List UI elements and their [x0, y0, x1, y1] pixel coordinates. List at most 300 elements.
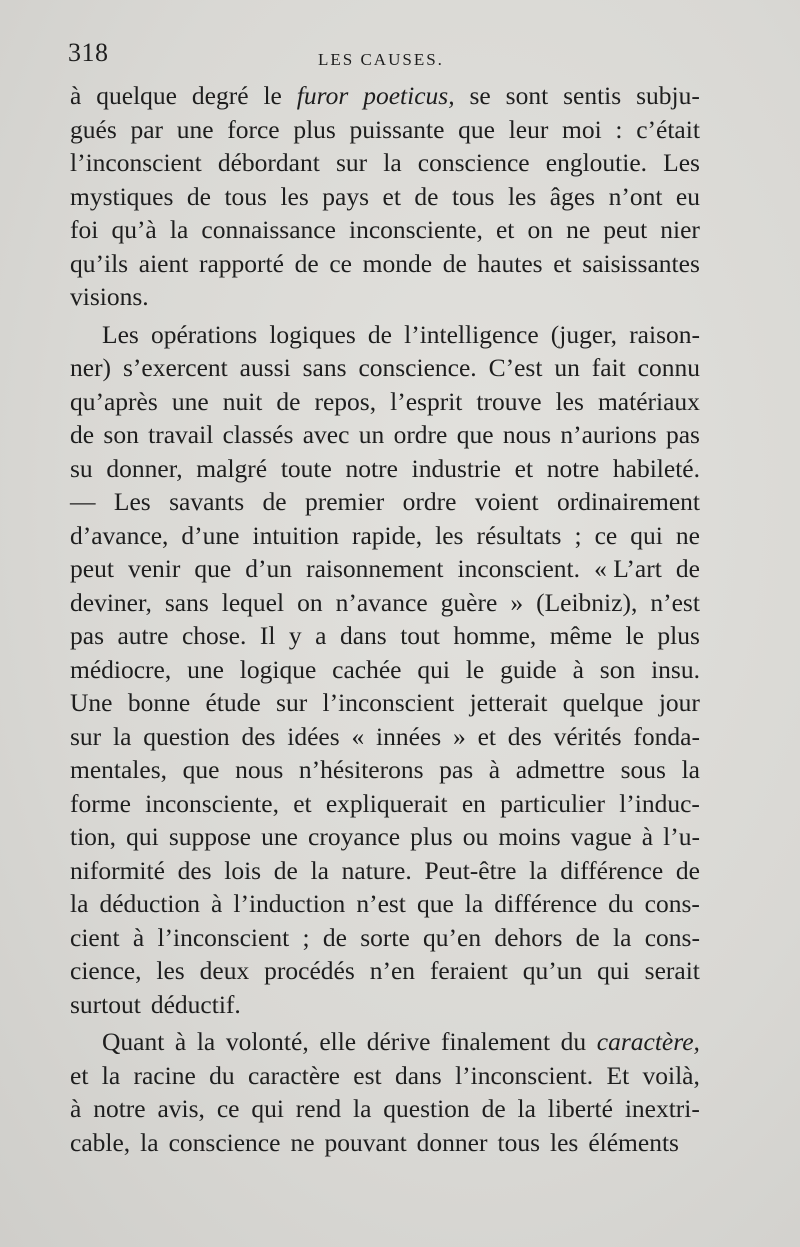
word: venir [127, 554, 181, 583]
word: qu’après [70, 386, 158, 416]
word: engloutie. [545, 148, 648, 177]
word: lequel [221, 587, 285, 617]
word: visions. [70, 282, 149, 311]
word: et [382, 181, 401, 211]
word: l’u- [663, 822, 700, 851]
word: la [613, 922, 632, 952]
word: dehors [494, 922, 563, 952]
word: pas [439, 755, 474, 784]
word: que [194, 554, 232, 583]
word: des [507, 721, 542, 751]
word: nous [502, 420, 552, 449]
word: tous [497, 1127, 540, 1157]
word: que [456, 420, 494, 449]
word: sentis [563, 81, 622, 110]
paragraph [70, 318, 700, 1022]
word: avis, [157, 1094, 205, 1123]
word: à [70, 81, 82, 110]
word: toute [280, 453, 332, 483]
word: qui [417, 654, 450, 684]
text-line [70, 954, 700, 988]
word: caractère [247, 1060, 340, 1090]
word: rapide, [351, 520, 423, 550]
text-line [70, 552, 700, 586]
word: une [187, 654, 224, 684]
word: de [442, 248, 467, 278]
word: de [675, 855, 700, 885]
word: raisonnement [306, 554, 444, 583]
word: en [461, 788, 486, 818]
word: su [70, 453, 93, 483]
word: le [263, 81, 282, 110]
word: repos, [314, 386, 377, 416]
word: l’induc- [619, 788, 700, 818]
word: dans [394, 1060, 442, 1090]
word: on [297, 587, 323, 617]
text-line [70, 247, 700, 281]
word: que [182, 755, 220, 784]
word: force [227, 114, 280, 144]
word: de [575, 922, 600, 952]
word: y [288, 621, 302, 650]
word: on [527, 215, 553, 244]
word: différence [494, 889, 598, 918]
word: inconsciente, [145, 788, 279, 818]
word: matériaux [597, 386, 700, 416]
word: sur [70, 721, 102, 751]
word: résultats [476, 520, 562, 550]
word: tous [451, 181, 495, 211]
text-line [70, 1126, 700, 1160]
text-line [70, 586, 700, 620]
word: l’inconscient [322, 688, 455, 717]
word: mentales, [70, 755, 168, 784]
word: voient [474, 487, 539, 516]
word: autre [117, 621, 169, 650]
word: à [641, 822, 654, 851]
word: : [615, 114, 623, 144]
word: qu’en [423, 922, 482, 952]
word: plus [293, 114, 336, 144]
word: éléments [588, 1127, 679, 1157]
word: la [464, 889, 484, 918]
word: cons- [644, 922, 700, 952]
text-line [70, 351, 700, 385]
word: pays [322, 181, 370, 211]
word: Une [70, 688, 113, 717]
word: n’aurions [560, 420, 657, 449]
word: sur [276, 688, 308, 717]
word: aient [138, 248, 189, 278]
word: un [358, 420, 385, 449]
word: inconscient. [457, 554, 581, 583]
word: moi [562, 114, 602, 144]
word: qui [597, 956, 630, 985]
word: qui [630, 520, 663, 550]
word: particulier [500, 788, 605, 818]
text-line [70, 854, 700, 888]
word: de [70, 420, 95, 449]
word: furor [296, 81, 349, 110]
word: des [241, 721, 276, 751]
word: quelque [562, 688, 644, 717]
word: son [599, 654, 636, 684]
word: insu. [651, 654, 700, 684]
word: Il [259, 621, 276, 650]
word: bonne [127, 688, 191, 717]
word: peut [603, 215, 648, 244]
word: ner) [70, 353, 112, 382]
word: une [171, 386, 209, 416]
word: question [383, 1094, 470, 1123]
word: » [453, 721, 466, 751]
word: raison- [629, 319, 700, 349]
word: jour [658, 688, 700, 717]
word: de [262, 487, 287, 516]
word: sans [164, 587, 209, 617]
word: n’ont [608, 181, 663, 211]
word: déductif. [150, 989, 241, 1019]
word: vérités [553, 721, 622, 751]
word: une [176, 114, 214, 144]
word: habileté. [612, 453, 700, 483]
word: la [196, 1027, 216, 1056]
word: idées [287, 721, 340, 751]
word: et [477, 721, 496, 751]
word: expliquerait [325, 788, 448, 818]
word: surtout [70, 989, 141, 1019]
word: la [70, 889, 89, 918]
word: n’avance [335, 587, 428, 617]
word: dans [339, 621, 387, 650]
word: procédés [264, 956, 355, 985]
word: question [143, 721, 230, 751]
word: inconsciente, [349, 215, 483, 244]
text-line [70, 519, 700, 553]
word: et [553, 248, 572, 278]
word: logique [239, 654, 317, 684]
word: de [481, 1094, 506, 1123]
word: n’est [356, 889, 406, 918]
word: l’inconscient [157, 922, 290, 952]
text-line [70, 180, 700, 214]
word: et [514, 453, 534, 483]
word: saisissantes [582, 248, 700, 278]
word: à [132, 922, 145, 952]
word: âges [549, 181, 596, 211]
word: donner [416, 1127, 488, 1157]
word: de [367, 319, 392, 349]
word: Et [606, 1060, 630, 1090]
word: d’avance, [70, 520, 169, 550]
word: niformité [70, 855, 165, 885]
word: feraient [429, 956, 508, 985]
word: nature. [341, 855, 412, 885]
word: subju- [636, 81, 700, 110]
page-number: 318 [68, 38, 109, 67]
word: travail [148, 420, 214, 449]
word: la [112, 721, 132, 751]
word: est [353, 1060, 382, 1090]
word: (juger, [550, 319, 618, 349]
word: cachée [332, 654, 402, 684]
word: » [510, 587, 524, 617]
word: les [280, 181, 309, 211]
word: à [211, 889, 223, 918]
word: médiocre, [70, 654, 172, 684]
word: d’un [245, 554, 293, 583]
word: plus [410, 822, 453, 851]
word: leur [508, 114, 549, 144]
word: ; [302, 922, 310, 952]
word: quelque [96, 81, 177, 110]
word: tout [400, 621, 440, 650]
word: jetterait [469, 688, 548, 717]
word: deux [199, 956, 250, 985]
word: à [70, 1094, 82, 1123]
word: monde [362, 248, 433, 278]
word: cience, [70, 956, 142, 985]
word: Les [663, 148, 700, 177]
word: débordant [217, 148, 320, 177]
word: fait [591, 353, 626, 382]
word: cient [70, 922, 120, 952]
word: ce [216, 1094, 240, 1123]
word: vague [570, 822, 632, 851]
word: notre [93, 1094, 146, 1123]
word: conscience [417, 148, 530, 177]
word: Les [102, 319, 139, 349]
word: de [414, 181, 439, 211]
word: ordinairement [556, 487, 700, 516]
word: ; [574, 520, 582, 550]
word: « [351, 721, 365, 751]
word: de [675, 554, 700, 583]
word: que [416, 889, 454, 918]
word: sous [620, 755, 666, 784]
word: l’induction [233, 889, 346, 918]
word: gués [70, 114, 117, 144]
paragraph [70, 79, 700, 314]
word: opérations [150, 319, 258, 349]
word: finalement [441, 1027, 551, 1056]
text-line [70, 213, 700, 247]
word: connu [637, 353, 700, 382]
word: l’inconscient. [455, 1060, 594, 1090]
word: la [383, 148, 402, 177]
text-line [70, 280, 700, 314]
word: admettre [515, 755, 605, 784]
text-line [70, 385, 700, 419]
word: du [560, 1027, 587, 1056]
word: de [273, 855, 298, 885]
text-line [70, 418, 700, 452]
word: sont [505, 81, 549, 110]
word: sorte [360, 922, 410, 952]
word: voilà, [642, 1060, 700, 1090]
text-line [70, 1059, 700, 1093]
word: la [140, 1127, 159, 1157]
word: chose. [181, 621, 247, 650]
word: des [177, 855, 212, 885]
word: trouve [476, 386, 542, 416]
text-line [70, 686, 700, 720]
word: qu’à [111, 215, 157, 244]
word: fonda- [633, 721, 700, 751]
word: — [70, 487, 96, 516]
text-line [70, 887, 700, 921]
word: de [322, 922, 347, 952]
word: Les [113, 487, 151, 516]
word: plus [657, 621, 700, 650]
word: aussi [239, 353, 291, 382]
text-line [70, 820, 700, 854]
word: les [435, 520, 464, 550]
text-line [70, 720, 700, 754]
word: étude [205, 688, 261, 717]
text-line [70, 988, 700, 1022]
word: classés [222, 420, 294, 449]
word: la [310, 855, 329, 885]
word: premier [304, 487, 385, 516]
word: d’une [181, 520, 240, 550]
word: sur [335, 148, 368, 177]
word: cable, [70, 1127, 131, 1157]
word: connaissance [201, 215, 336, 244]
word: le [625, 621, 644, 650]
word: liberté [547, 1094, 613, 1123]
word: hautes [477, 248, 543, 278]
word: pas [665, 420, 700, 449]
word: intuition [252, 520, 339, 550]
word: Peut-être [424, 855, 517, 885]
word: les [507, 181, 537, 211]
word: forme [70, 788, 131, 818]
text-line [70, 452, 700, 486]
word: de [294, 248, 319, 278]
word: notre [345, 453, 398, 483]
word: (Leibniz), [536, 587, 638, 617]
word: elle [319, 1027, 357, 1056]
word: s’exercent [122, 353, 228, 382]
word: les [156, 956, 185, 985]
word: malgré [196, 453, 268, 483]
word: dérive [366, 1027, 431, 1056]
word: caractère, [596, 1027, 700, 1056]
text-line [70, 653, 700, 687]
word: qu’ils [70, 248, 129, 278]
word: n’en [369, 956, 416, 985]
word: l’intelligence [404, 319, 539, 349]
text-line [70, 1092, 700, 1126]
word: foi [70, 215, 99, 244]
text-line [70, 921, 700, 955]
text-line [70, 146, 700, 180]
word: qu’un [522, 956, 583, 985]
word: inextri- [624, 1094, 700, 1123]
word: une [261, 822, 298, 851]
word: que [458, 114, 495, 144]
word: mystiques [70, 181, 174, 211]
word: degré [191, 81, 249, 110]
word: qui [126, 822, 159, 851]
word: son [103, 420, 139, 449]
word: logiques [269, 319, 356, 349]
word: ne [675, 520, 700, 550]
word: guère [440, 587, 498, 617]
word: rapporté [198, 248, 284, 278]
word: Quant [102, 1027, 165, 1056]
word: ce [329, 248, 352, 278]
word: guide [500, 654, 557, 684]
word: deviner, [70, 587, 152, 617]
word: ce [594, 520, 618, 550]
word: serait [644, 956, 700, 985]
text-line [70, 485, 700, 519]
word: nuit [222, 386, 263, 416]
word: ordre [402, 487, 457, 516]
word: peut [70, 554, 114, 583]
text-line [70, 787, 700, 821]
word: de [186, 181, 211, 211]
body-text [70, 79, 700, 1159]
word: la [529, 855, 548, 885]
word: les [555, 386, 584, 416]
word: suppose [168, 822, 251, 851]
word: sans [302, 353, 347, 382]
word: du [209, 1060, 235, 1090]
word: avec [302, 420, 350, 449]
word: à [572, 654, 584, 684]
word: croyance [308, 822, 401, 851]
text-line [70, 753, 700, 787]
word: et [70, 1060, 89, 1090]
word: notre [546, 453, 600, 483]
word: déduction [99, 889, 200, 918]
text-line [70, 79, 700, 113]
word: donner, [106, 453, 183, 483]
text-line [70, 318, 700, 352]
word: volonté, [225, 1027, 309, 1056]
word: nous [235, 755, 284, 784]
word: homme, [453, 621, 537, 650]
running-head: LES CAUSES. [318, 50, 444, 69]
word: rend [295, 1094, 342, 1123]
word: eu [675, 181, 700, 211]
word: du [608, 889, 634, 918]
word: différence [560, 855, 664, 885]
page-header [68, 38, 700, 74]
word: se [469, 81, 491, 110]
word: la [681, 755, 700, 784]
word: ne [290, 1127, 315, 1157]
word: moins [498, 822, 561, 851]
word: ne [566, 215, 591, 244]
word: racine [133, 1060, 196, 1090]
word: de [276, 386, 301, 416]
word: n’est [650, 587, 700, 617]
paragraph [70, 1025, 700, 1159]
word: l’inconscient [70, 148, 202, 177]
word: les [550, 1127, 579, 1157]
word: et [293, 788, 312, 818]
word: et [495, 215, 515, 244]
word: la [169, 215, 189, 244]
word: « L’art [594, 554, 662, 583]
word: tion, [70, 822, 117, 851]
word: ou [462, 822, 489, 851]
word: qui [251, 1094, 284, 1123]
